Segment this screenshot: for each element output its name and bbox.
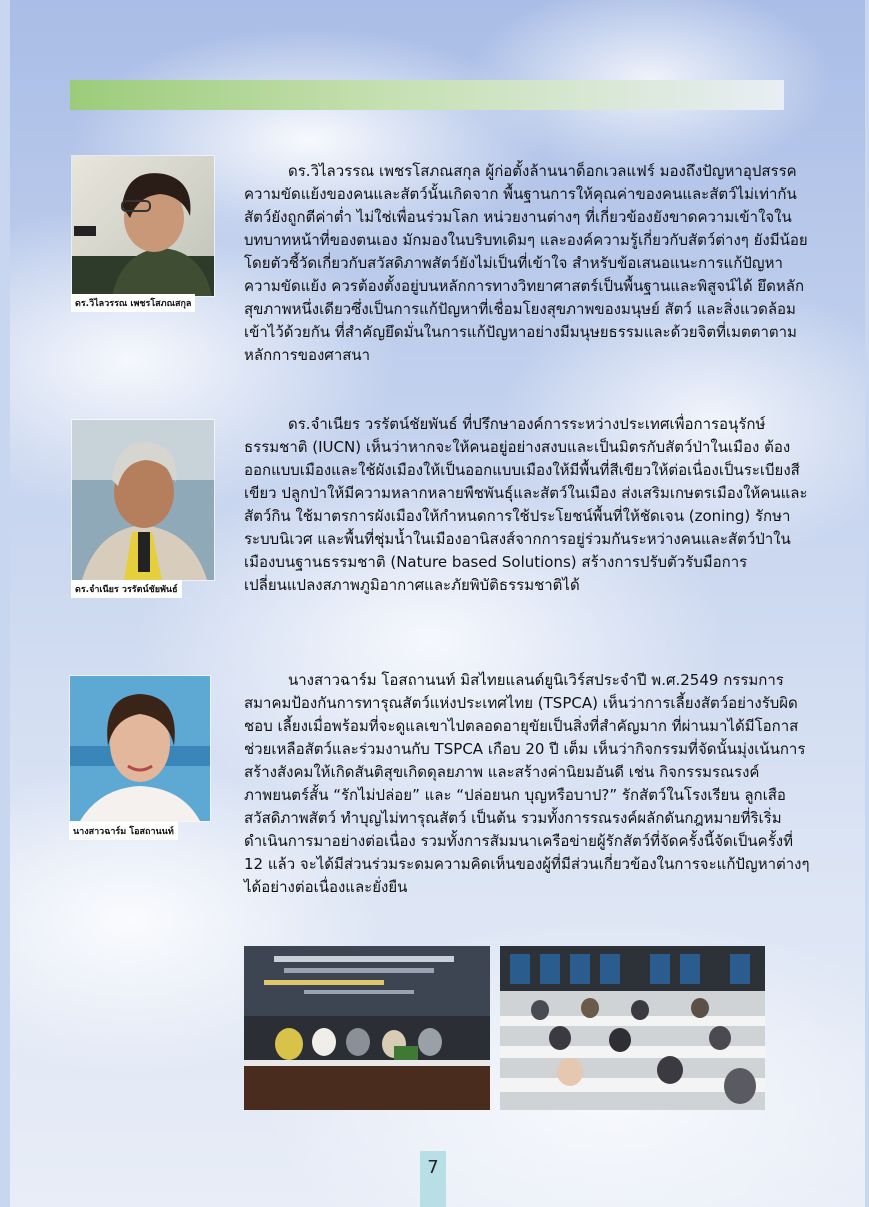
paragraph-wilaiwan: ดร.วิไลวรรณ เพชรโสภณสกุล ผู้ก่อตั้งล้านนาด็อกเวลแฟร์ มองถึงปัญหาอุปสรรคความขัดแย้งของคนและสัตว์นั้นเกิดจาก พื้นฐานการให้คุณค่าของคนและสัตว์ไม่เท่ากัน สัตว์ยังถูกตีค่าต่ำ ไม่ใช่เพื่อนร่วมโลก หน่วยงานต่างๆ ที่เกี่ยวข้องยังขาดความเข้าใจในบทบาทหน้าที่ของตนเอง มักมองในบริบทเดิมๆ และองค์ความรู้เกี่ยวกับสัตว์ต่างๆ ยังมีน้อย โดยตัวชี้วัดเกี่ยวกับสวัสดิภาพสัตว์ยังไม่เป็นที่เข้าใจ สำหรับข้อเสนอแนะการแก้ปัญหาความขัดแย้ง ควรต้องตั้งอยู่บนหลักการทางวิทยาศาสตร์เป็นพื้นฐานและพิสูจน์ได้ ยึดหลักสุขภาพหนึ่งเดียวซึ่งเป็นการแก้ปัญหาที่เชื่อมโยงสุขภาพของมนุษย์ สัตว์ และสิ่งแวดล้อมเข้าไว้ด้วยกัน ที่สำคัญยึดมั่นในการแก้ปัญหาอย่างมีมนุษยธรรมและด้วยจิตที่เมตตาตามหลักการของศาสนา: [244, 162, 808, 364]
paragraph-chamnian: ดร.จำเนียร วรรัตน์ชัยพันธ์ ที่ปรึกษาองค์การระหว่างประเทศเพื่อการอนุรักษ์ธรรมชาติ (IUCN) เห็นว่าหากจะให้คนอยู่อย่างสงบและเป็นมิตรกับสัตว์ป่าในเมือง ต้องออกแบบเมืองและใช้ผังเมืองให้เป็นออกแบบเมืองให้มีพื้นที่สีเขียวให้ต่อเนื่องเป็นระเบียงสีเขียว ปลูกป่าให้มีความหลากหลายพืชพันธุ์และสัตว์ในเมือง ส่งเสริมเกษตรเมืองให้คนและสัตว์กิน ใช้มาตรการผังเมืองให้กำหนดการใช้ประโยชน์พื้นที่ให้ชัดเจน (zoning) รักษาระบบนิเวศ และพื้นที่ชุ่มน้ำในเมืองอานิสงส์จากการอยู่ร่วมกันระหว่างคนและสัตว์ป่าในเมืองบนฐานธรรมชาติ (Nature based Solutions) สร้างการปรับตัวรับมือการเปลี่ยนแปลงสภาพภูมิอากาศและภัยพิบัติธรรมชาติได้: [244, 415, 808, 594]
page: [10, 0, 865, 1207]
event-photo-panel: [244, 946, 490, 1110]
page-number: 7: [427, 1157, 439, 1178]
portrait-caption-2: ดร.จำเนียร วรรัตน์ชัยพันธ์: [71, 580, 182, 598]
portrait-photo-2: [71, 419, 215, 581]
header-color-bar: [70, 80, 784, 110]
event-photo-audience: [500, 946, 765, 1110]
paragraph-charm: นางสาวฉาร์ม โอสถานนท์ มิสไทยแลนด์ยูนิเวิร์สประจำปี พ.ศ.2549 กรรมการสมาคมป้องกันการทารุณสัตว์แห่งประเทศไทย (TSPCA) เห็นว่าการเลี้ยงสัตว์อย่างรับผิดชอบ เลี้ยงเมื่อพร้อมที่จะดูแลเขาไปตลอดอายุขัยเป็นสิ่งที่สำคัญมาก ที่ผ่านมาได้มีโอกาสช่วยเหลือสัตว์และร่วมงานกับ TSPCA เกือบ 20 ปี เต็ม เห็นว่ากิจกรรมที่จัดนั้นมุ่งเน้นการสร้างสังคมให้เกิดสันติสุขเกิดดุลยภาพ และสร้างค่านิยมอันดี เช่น กิจกรรมรณรงค์ภาพยนตร์สั้น “รักไม่ปล่อย” และ “ปล่อยนก บุญหรือบาป?” รักสัตว์ในโรงเรียน ลูกเสือสวัสดิภาพสัตว์ ทำบุญไม่ทารุณสัตว์ เป็นต้น รวมทั้งการรณรงค์ผลักดันกฎหมายที่ริเริ่มดำเนินการมาอย่างต่อเนื่อง รวมทั้งการสัมมนาเครือข่ายผู้รักสัตว์ที่จัดครั้งนี้จัดเป็นครั้งที่ 12 แล้ว จะได้มีส่วนร่วมระดมความคิดเห็นของผู้ที่มีส่วนเกี่ยวข้องในการจะแก้ปัญหาต่างๆ ได้อย่างต่อเนื่องและยั่งยืน: [244, 671, 810, 896]
portrait-photo-3: [69, 675, 211, 822]
portrait-caption-3: นางสาวฉาร์ม โอสถานนท์: [69, 822, 178, 840]
portrait-photo-1: [71, 155, 215, 297]
portrait-caption-1: ดร.วิไลวรรณ เพชรโสภณสกุล: [71, 294, 195, 312]
page-number-box: [420, 1151, 446, 1207]
